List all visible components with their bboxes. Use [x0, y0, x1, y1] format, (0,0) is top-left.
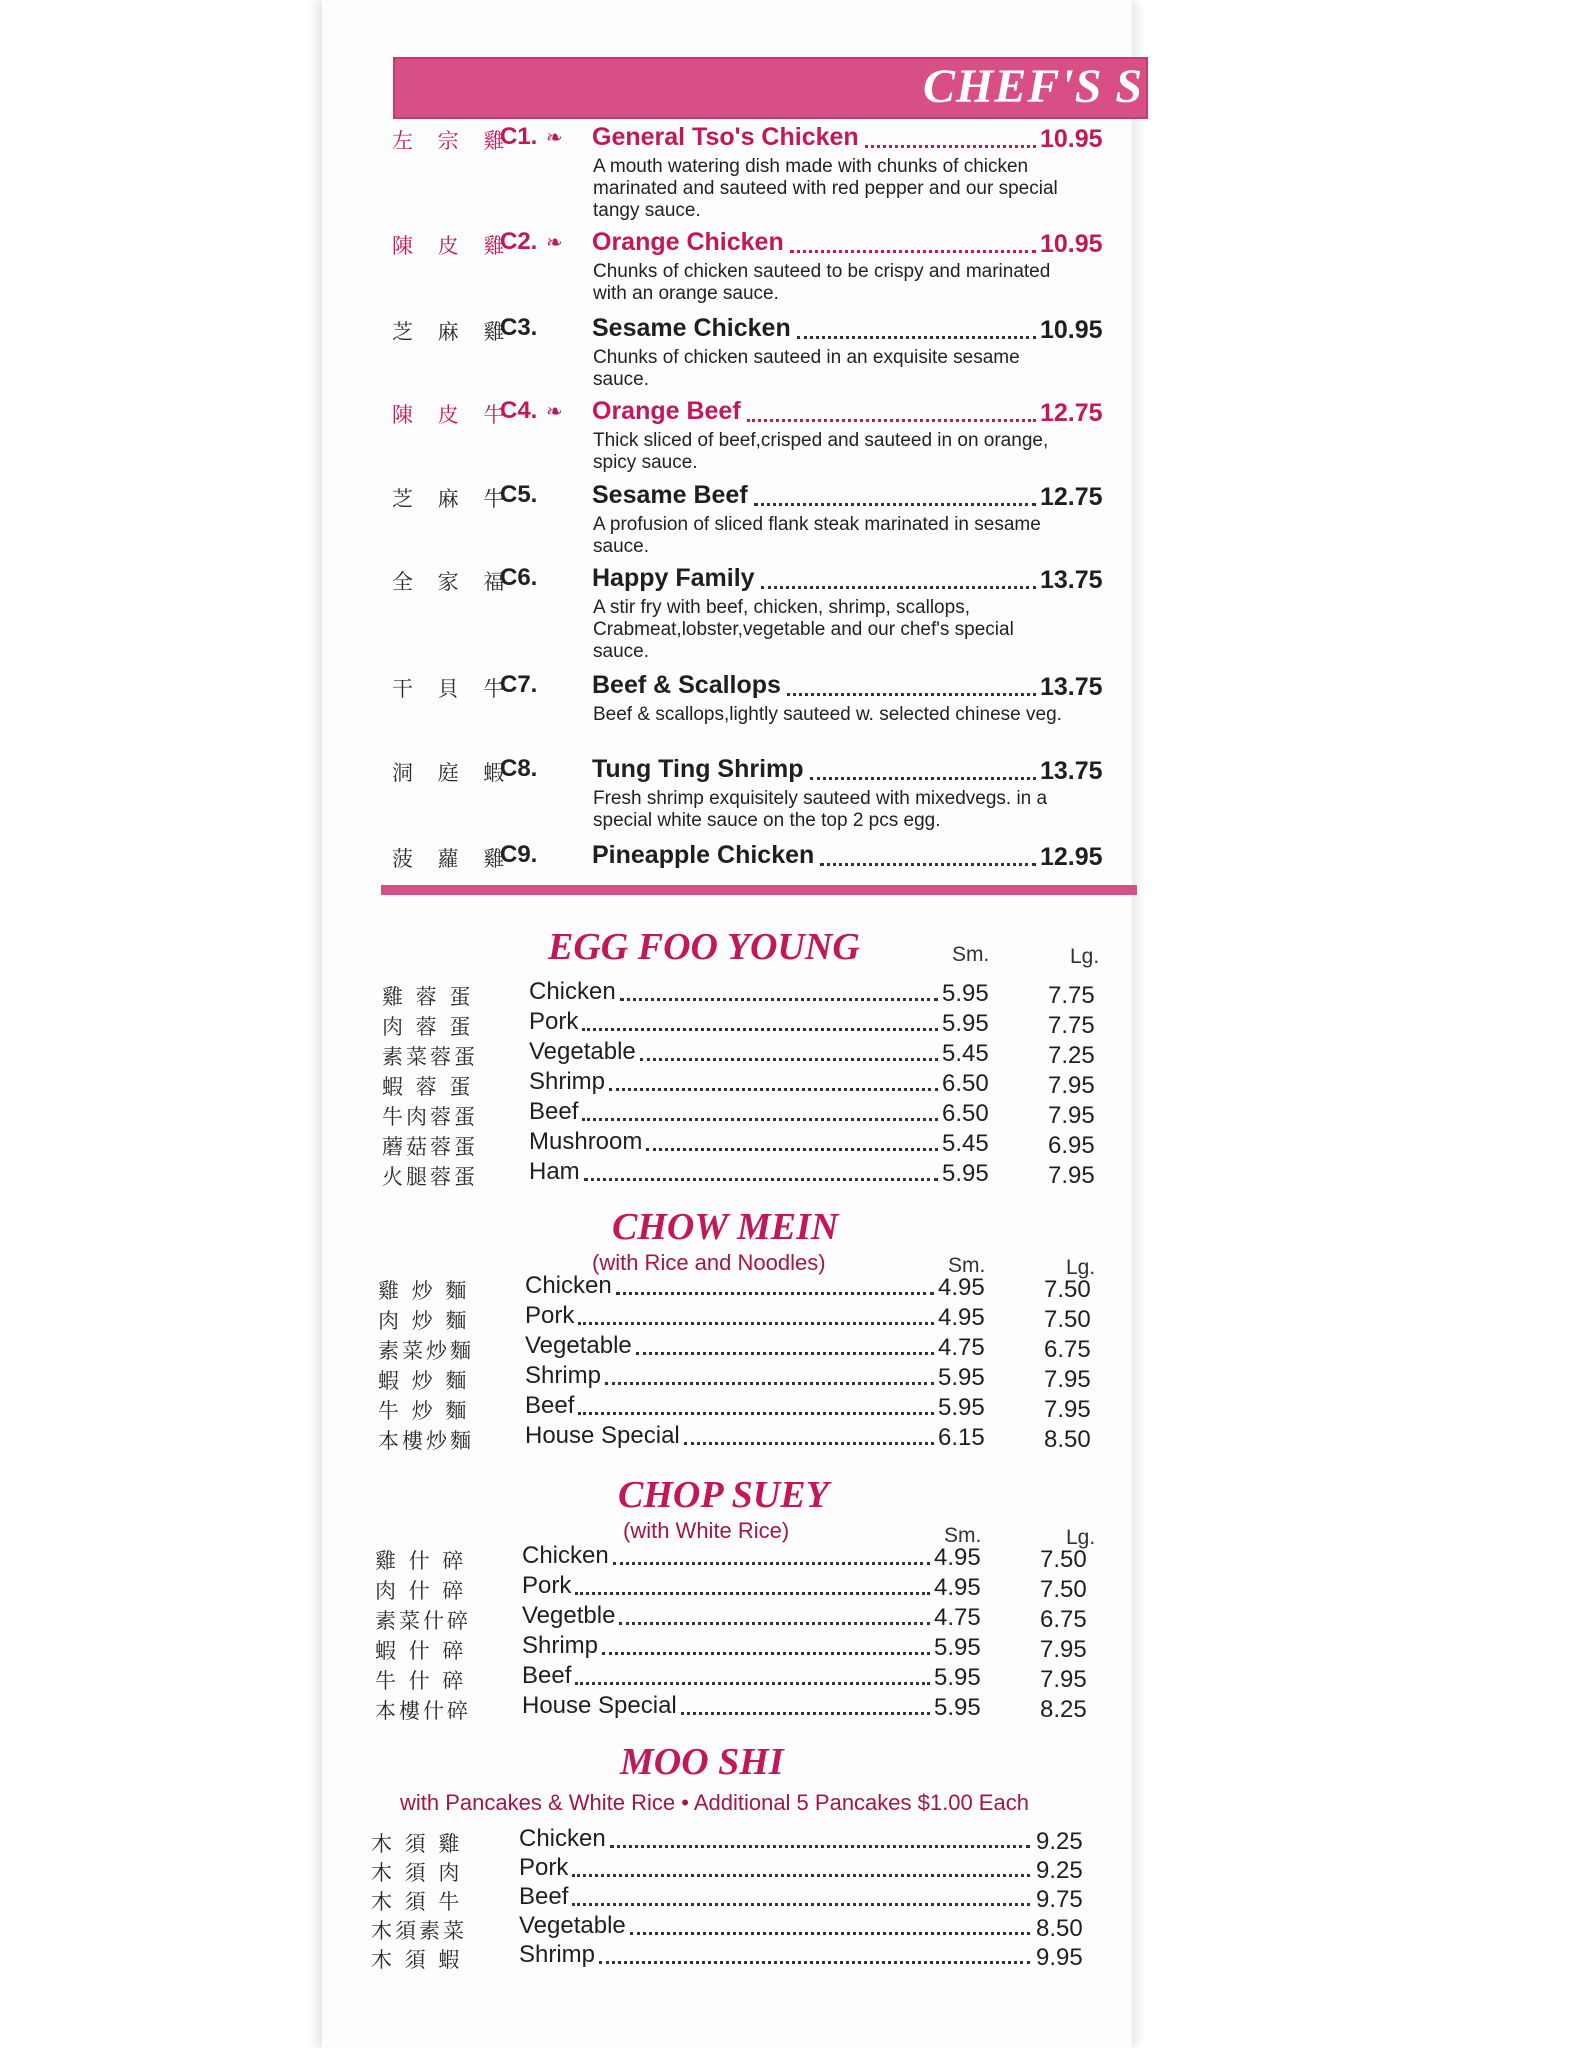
dish-price: 13.75: [1040, 566, 1103, 594]
item-name: Chicken: [519, 1825, 606, 1852]
large-price: 7.75: [1048, 1012, 1095, 1039]
dish-description: A mouth watering dish made with chunks of chicken marinated and sauteed with red pepper and our special tangy sauce.: [593, 156, 1058, 221]
section-subtitle: with Pancakes & White Rice • Additional 5 Pancakes $1.00 Each: [400, 1790, 1029, 1815]
item-name: Beef: [529, 1098, 579, 1125]
small-price: 5.95: [942, 980, 989, 1007]
chinese-name: 洞 庭 蝦: [392, 761, 514, 785]
dish-price: 12.75: [1040, 483, 1103, 511]
chinese-name: 火腿蓉蛋: [382, 1165, 478, 1189]
small-price: 4.75: [938, 1334, 985, 1361]
large-price: 7.95: [1048, 1162, 1095, 1189]
dot-leader: [616, 1292, 934, 1295]
dot-leader: [820, 863, 1036, 866]
large-price: 7.95: [1040, 1666, 1087, 1693]
item-code: C9.: [500, 841, 538, 868]
item-name: Vegetble: [522, 1602, 616, 1629]
small-price: 6.50: [942, 1070, 989, 1097]
dot-leader: [754, 503, 1036, 506]
item-name: Ham: [529, 1158, 580, 1185]
large-price: 8.50: [1044, 1426, 1091, 1453]
dot-leader: [684, 1442, 934, 1445]
item-name: Shrimp: [522, 1632, 599, 1659]
dot-leader: [865, 145, 1036, 148]
item-name: Chicken: [522, 1542, 609, 1569]
large-price: 7.95: [1048, 1102, 1095, 1129]
chinese-name: 本樓炒麵: [378, 1429, 474, 1453]
dish-description: Chunks of chicken sauteed in an exquisite sesame sauce.: [593, 347, 1020, 390]
dot-leader: [582, 1118, 938, 1121]
dish-description: A stir fry with beef, chicken, shrimp, scallops, Crabmeat,lobster,vegetable and our chef's special sauce.: [593, 597, 1014, 662]
large-price: 6.75: [1044, 1336, 1091, 1363]
dot-leader: [609, 1088, 938, 1091]
large-price: 6.75: [1040, 1606, 1087, 1633]
small-price: 5.95: [938, 1364, 985, 1391]
section-title: EGG FOO YOUNG: [548, 926, 860, 968]
chinese-name: 木 須 牛: [371, 1890, 463, 1914]
small-price: 5.95: [942, 1010, 989, 1037]
chinese-name: 素菜蓉蛋: [382, 1045, 478, 1069]
chinese-name: 木 須 肉: [371, 1861, 463, 1885]
chefs-specials-banner: [393, 57, 1148, 119]
item-name: Vegetable: [525, 1332, 632, 1359]
dish-name: General Tso's Chicken: [592, 123, 859, 151]
dish-description: A profusion of sliced flank steak marinated in sesame sauce.: [593, 514, 1041, 557]
dish-description: Thick sliced of beef,crisped and sauteed in on orange, spicy sauce.: [593, 430, 1049, 473]
chinese-name: 肉 蓉 蛋: [382, 1015, 474, 1039]
small-header: Sm.: [948, 1254, 986, 1277]
item-code: C5.: [500, 481, 538, 508]
large-price: 7.50: [1040, 1546, 1087, 1573]
chinese-name: 肉 炒 麵: [378, 1309, 470, 1333]
large-price: 7.50: [1044, 1306, 1091, 1333]
section-divider: [381, 885, 1137, 895]
item-name: Beef: [525, 1392, 575, 1419]
dot-leader: [810, 777, 1036, 780]
chinese-name: 木 須 蝦: [371, 1948, 463, 1972]
large-header: Lg.: [1070, 945, 1100, 968]
item-code: C6.: [500, 564, 538, 591]
chinese-name: 木 須 雞: [371, 1832, 463, 1856]
item-price: 9.95: [1036, 1944, 1083, 1971]
item-name: Vegetable: [529, 1038, 636, 1065]
dot-leader: [572, 1903, 1030, 1906]
dish-name: Pineapple Chicken: [592, 841, 815, 869]
dish-price: 12.95: [1040, 843, 1103, 871]
large-price: 7.95: [1044, 1366, 1091, 1393]
item-price: 9.25: [1036, 1857, 1083, 1884]
item-name: Vegetable: [519, 1912, 626, 1939]
dish-name: Happy Family: [592, 564, 755, 592]
dot-leader: [787, 693, 1036, 696]
item-name: Pork: [522, 1572, 572, 1599]
small-price: 5.95: [934, 1694, 981, 1721]
small-price: 5.95: [934, 1634, 981, 1661]
chinese-name: 陳 皮 雞: [392, 234, 514, 258]
chili-pepper-icon: ❧: [546, 399, 563, 423]
item-price: 8.50: [1036, 1915, 1083, 1942]
item-name: Pork: [519, 1854, 569, 1881]
chinese-name: 素菜什碎: [375, 1609, 471, 1633]
chinese-name: 雞 什 碎: [375, 1549, 467, 1573]
large-price: 6.95: [1048, 1132, 1095, 1159]
chili-pepper-icon: ❧: [546, 125, 563, 149]
chinese-name: 全 家 福: [392, 570, 514, 594]
dish-price: 10.95: [1040, 230, 1103, 258]
small-price: 6.15: [938, 1424, 985, 1451]
item-name: House Special: [522, 1692, 677, 1719]
small-price: 4.95: [938, 1304, 985, 1331]
chinese-name: 蝦 什 碎: [375, 1639, 467, 1663]
dot-leader: [610, 1845, 1030, 1848]
small-header: Sm.: [952, 943, 990, 966]
chinese-name: 本樓什碎: [375, 1699, 471, 1723]
large-price: 7.50: [1044, 1276, 1091, 1303]
chinese-name: 陳 皮 牛: [392, 403, 514, 427]
dot-leader: [646, 1148, 938, 1151]
large-price: 8.25: [1040, 1696, 1087, 1723]
dish-name: Orange Beef: [592, 397, 741, 425]
item-name: Chicken: [525, 1272, 612, 1299]
chinese-name: 木須素菜: [371, 1919, 467, 1943]
item-name: Pork: [525, 1302, 575, 1329]
section-title: CHOW MEIN: [612, 1206, 839, 1248]
section-title: MOO SHI: [620, 1741, 784, 1783]
chinese-name: 干 貝 牛: [392, 677, 514, 701]
small-price: 5.95: [938, 1394, 985, 1421]
large-header: Lg.: [1066, 1526, 1096, 1549]
dish-price: 12.75: [1040, 399, 1103, 427]
small-header: Sm.: [944, 1524, 982, 1547]
dot-leader: [578, 1412, 934, 1415]
dot-leader: [605, 1382, 934, 1385]
small-price: 4.95: [938, 1274, 985, 1301]
large-price: 7.75: [1048, 982, 1095, 1009]
small-price: 5.95: [934, 1664, 981, 1691]
dot-leader: [620, 998, 938, 1001]
item-name: Mushroom: [529, 1128, 643, 1155]
small-price: 5.45: [942, 1130, 989, 1157]
chinese-name: 牛肉蓉蛋: [382, 1105, 478, 1129]
large-price: 7.95: [1044, 1396, 1091, 1423]
dish-name: Beef & Scallops: [592, 671, 781, 699]
item-name: Shrimp: [525, 1362, 602, 1389]
small-price: 6.50: [942, 1100, 989, 1127]
dish-description: Beef & scallops,lightly sauteed w. selected chinese veg.: [593, 704, 1062, 725]
dot-leader: [636, 1352, 934, 1355]
chinese-name: 左 宗 雞: [392, 129, 514, 153]
chinese-name: 牛 什 碎: [375, 1669, 467, 1693]
item-name: Beef: [519, 1883, 569, 1910]
chinese-name: 素菜炒麵: [378, 1339, 474, 1363]
dot-leader: [761, 586, 1036, 589]
dish-name: Sesame Beef: [592, 481, 748, 509]
large-price: 7.95: [1048, 1072, 1095, 1099]
item-code: C2.: [500, 228, 538, 255]
item-price: 9.75: [1036, 1886, 1083, 1913]
section-subtitle: (with White Rice): [623, 1518, 790, 1543]
small-price: 4.95: [934, 1544, 981, 1571]
dish-name: Orange Chicken: [592, 228, 784, 256]
dish-description: Chunks of chicken sauteed to be crispy and marinated with an orange sauce.: [593, 261, 1051, 304]
dot-leader: [602, 1652, 930, 1655]
dot-leader: [613, 1562, 930, 1565]
chinese-name: 蝦 炒 麵: [378, 1369, 470, 1393]
dot-leader: [578, 1322, 934, 1325]
chili-pepper-icon: ❧: [546, 230, 563, 254]
chinese-name: 芝 麻 牛: [392, 487, 514, 511]
item-price: 9.25: [1036, 1828, 1083, 1855]
item-name: Chicken: [529, 978, 616, 1005]
dot-leader: [640, 1058, 938, 1061]
chinese-name: 雞 炒 麵: [378, 1279, 470, 1303]
dot-leader: [582, 1028, 938, 1031]
chinese-name: 肉 什 碎: [375, 1579, 467, 1603]
dish-name: Sesame Chicken: [592, 314, 791, 342]
item-name: Shrimp: [529, 1068, 606, 1095]
dot-leader: [797, 336, 1036, 339]
item-code: C7.: [500, 671, 538, 698]
item-code: C4.: [500, 397, 538, 424]
dish-price: 10.95: [1040, 316, 1103, 344]
section-subtitle: (with Rice and Noodles): [592, 1250, 826, 1275]
dish-price: 13.75: [1040, 757, 1103, 785]
chinese-name: 芝 麻 雞: [392, 320, 514, 344]
banner-title: CHEF'S S: [923, 60, 1144, 113]
dot-leader: [747, 419, 1036, 422]
large-price: 7.95: [1040, 1636, 1087, 1663]
chinese-name: 雞 蓉 蛋: [382, 985, 474, 1009]
dot-leader: [681, 1712, 930, 1715]
large-header: Lg.: [1066, 1256, 1096, 1279]
dish-name: Tung Ting Shrimp: [592, 755, 804, 783]
item-name: Pork: [529, 1008, 579, 1035]
dot-leader: [575, 1592, 930, 1595]
small-price: 5.45: [942, 1040, 989, 1067]
item-code: C3.: [500, 314, 538, 341]
chinese-name: 牛 炒 麵: [378, 1399, 470, 1423]
dot-leader: [619, 1622, 930, 1625]
small-price: 4.95: [934, 1574, 981, 1601]
item-name: House Special: [525, 1422, 680, 1449]
dot-leader: [575, 1682, 930, 1685]
chinese-name: 蘑菇蓉蛋: [382, 1135, 478, 1159]
section-title: CHOP SUEY: [618, 1474, 829, 1516]
item-name: Shrimp: [519, 1941, 596, 1968]
dot-leader: [572, 1874, 1030, 1877]
small-price: 5.95: [942, 1160, 989, 1187]
chinese-name: 蝦 蓉 蛋: [382, 1075, 474, 1099]
dot-leader: [790, 250, 1036, 253]
dot-leader: [584, 1178, 938, 1181]
dish-price: 10.95: [1040, 125, 1103, 153]
chinese-name: 菠 蘿 雞: [392, 847, 514, 871]
large-price: 7.25: [1048, 1042, 1095, 1069]
dish-description: Fresh shrimp exquisitely sauteed with mixedvegs. in a special white sauce on the top 2 pcs egg.: [593, 788, 1048, 831]
large-price: 7.50: [1040, 1576, 1087, 1603]
small-price: 4.75: [934, 1604, 981, 1631]
item-code: C8.: [500, 755, 538, 782]
dot-leader: [599, 1961, 1030, 1964]
item-code: C1.: [500, 123, 538, 150]
dot-leader: [630, 1932, 1030, 1935]
item-name: Beef: [522, 1662, 572, 1689]
dish-price: 13.75: [1040, 673, 1103, 701]
